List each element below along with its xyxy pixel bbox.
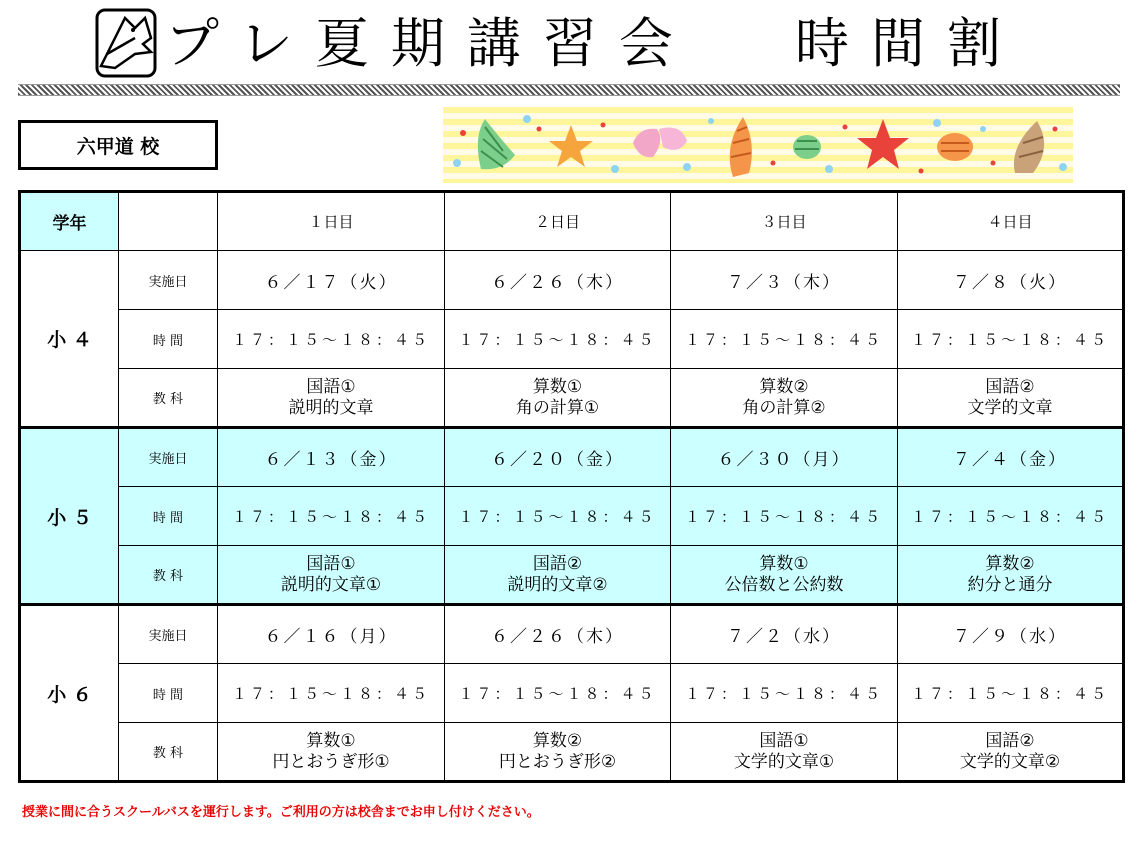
page-header <box>0 0 1140 86</box>
subject-name: 国語① <box>759 730 809 751</box>
subject-cell <box>671 723 898 782</box>
seashell-banner <box>443 107 1073 183</box>
day-header: ３日目 <box>671 192 898 251</box>
seashell-icon <box>937 133 973 161</box>
table-row <box>20 723 1124 782</box>
date-cell: ６／２０（金） <box>445 428 671 487</box>
subject-cell <box>445 369 671 428</box>
page-title-timetable: 時間割 <box>795 12 1023 75</box>
subject-cell <box>898 546 1124 605</box>
header-divider <box>18 84 1120 96</box>
row-label-date: 実施日 <box>119 428 218 487</box>
time-cell: １７：１５～１８：４５ <box>218 310 445 369</box>
subject-name: 算数② <box>759 376 809 397</box>
date-cell: ７／２（水） <box>671 605 898 664</box>
subject-name: 国語② <box>532 553 583 574</box>
time-cell: １７：１５～１８：４５ <box>898 310 1124 369</box>
subject-topic: 円とおうぎ形② <box>498 751 617 772</box>
time-cell: １７：１５～１８：４５ <box>218 487 445 546</box>
row-label-subject: 教 科 <box>119 369 218 428</box>
date-cell: ６／１６（月） <box>218 605 445 664</box>
subject-topic: 文学的文章② <box>959 751 1061 772</box>
subject-name: 国語② <box>985 376 1035 397</box>
subject-cell <box>218 546 445 605</box>
subject-cell <box>898 369 1124 428</box>
header-row <box>20 192 1124 251</box>
row-label-time: 時 間 <box>119 487 218 546</box>
table-row <box>20 251 1124 310</box>
grade-label: 小 ６ <box>20 605 119 782</box>
day-header: １日目 <box>218 192 445 251</box>
row-label-date: 実施日 <box>119 251 218 310</box>
day-header: ２日目 <box>445 192 671 251</box>
subject-cell <box>671 546 898 605</box>
school-name: 六甲道 校 <box>18 120 218 170</box>
row-label-date: 実施日 <box>119 605 218 664</box>
time-cell: １７：１５～１８：４５ <box>671 664 898 723</box>
subject-topic: 約分と通分 <box>967 574 1053 595</box>
subject-topic: 角の計算① <box>515 397 600 418</box>
time-cell: １７：１５～１８：４５ <box>671 310 898 369</box>
table-row <box>20 546 1124 605</box>
subject-topic: 説明的文章 <box>288 397 374 418</box>
subject-name: 算数① <box>532 376 583 397</box>
time-cell: １７：１５～１８：４５ <box>898 487 1124 546</box>
grade-label: 小 ５ <box>20 428 119 605</box>
subject-cell <box>218 723 445 782</box>
subject-name: 算数② <box>985 553 1035 574</box>
grade-label: 小 ４ <box>20 251 119 428</box>
date-cell: ６／３０（月） <box>671 428 898 487</box>
subject-cell <box>671 369 898 428</box>
subject-topic: 角の計算② <box>742 397 826 418</box>
row-label-time: 時 間 <box>119 310 218 369</box>
subject-topic: 説明的文章① <box>280 574 382 595</box>
row-label-subject: 教 科 <box>119 546 218 605</box>
subject-name: 国語② <box>985 730 1035 751</box>
grade-header: 学年 <box>20 192 119 251</box>
seashell-icon <box>793 135 821 159</box>
bus-notice: 授業に間に合うスクールバスを運行します。ご利用の方は校舎までお申し付けください。 <box>22 805 540 820</box>
subject-topic: 説明的文章② <box>507 574 608 595</box>
timetable <box>18 190 1125 783</box>
time-cell: １７：１５～１８：４５ <box>218 664 445 723</box>
subject-topic: 文学的文章① <box>733 751 835 772</box>
date-cell: ６／１７（火） <box>218 251 445 310</box>
day-header: ４日目 <box>898 192 1124 251</box>
date-cell: ６／１３（金） <box>218 428 445 487</box>
table-row <box>20 428 1124 487</box>
subject-cell <box>898 723 1124 782</box>
date-cell: ７／８（火） <box>898 251 1124 310</box>
subject-name: 国語① <box>306 376 356 397</box>
date-cell: ７／９（水） <box>898 605 1124 664</box>
subject-name: 算数① <box>306 730 356 751</box>
table-row <box>20 369 1124 428</box>
page-title: プレ夏期講習会 <box>165 12 695 75</box>
table-row <box>20 664 1124 723</box>
table-row <box>20 310 1124 369</box>
label-header <box>119 192 218 251</box>
time-cell: １７：１５～１８：４５ <box>445 664 671 723</box>
time-cell: １７：１５～１８：４５ <box>898 664 1124 723</box>
subject-cell <box>445 546 671 605</box>
subject-name: 算数① <box>759 553 809 574</box>
subject-name: 国語① <box>306 553 356 574</box>
row-label-subject: 教 科 <box>119 723 218 782</box>
logo-icon <box>95 8 157 78</box>
subject-topic: 文学的文章 <box>967 397 1053 418</box>
date-cell: ６／２６（木） <box>445 605 671 664</box>
date-cell: ７／３（木） <box>671 251 898 310</box>
time-cell: １７：１５～１８：４５ <box>445 487 671 546</box>
time-cell: １７：１５～１８：４５ <box>445 310 671 369</box>
subject-topic: 円とおうぎ形① <box>272 751 390 772</box>
table-row <box>20 487 1124 546</box>
time-cell: １７：１５～１８：４５ <box>671 487 898 546</box>
subject-cell <box>218 369 445 428</box>
row-label-time: 時 間 <box>119 664 218 723</box>
subject-topic: 公倍数と公約数 <box>724 574 844 595</box>
subject-cell <box>445 723 671 782</box>
subject-name: 算数② <box>532 730 583 751</box>
date-cell: ６／２６（木） <box>445 251 671 310</box>
table-row <box>20 605 1124 664</box>
date-cell: ７／４（金） <box>898 428 1124 487</box>
